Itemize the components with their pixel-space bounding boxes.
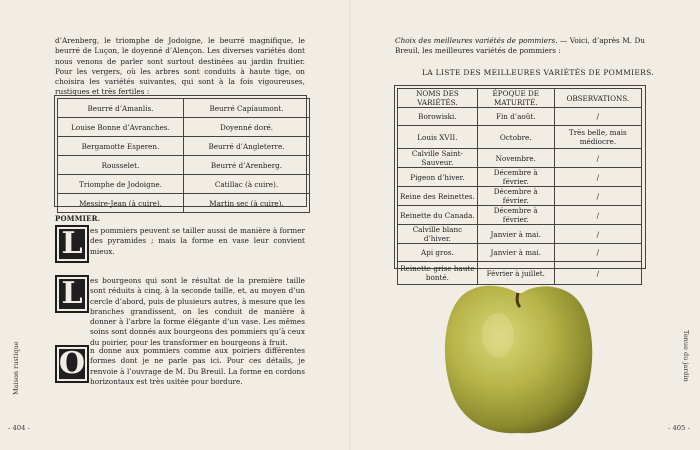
left-page-number: - 404 - [8,424,30,432]
left-running-head: Maison rustique [12,341,20,395]
apple-table-cell: Pigeon d’hiver. [398,168,478,187]
dropcap-l-2: L [55,275,89,313]
right-page [350,0,700,450]
apple-table-cell: Reinette grise haute bonté. [398,262,478,285]
apple-table-row [398,187,642,206]
dropcap-o: O [55,345,89,383]
pear-table-cell: Beurré d’Angleterre. [184,137,310,156]
pear-table-cell: Beurré d’Amanlis. [58,99,184,118]
pear-table-cell: Louise Bonne d’Avranches. [58,118,184,137]
apple-table-row [398,126,642,149]
dropcap-l-1: L [55,225,89,263]
apple-table-row [398,168,642,187]
apple-table-cell: / [554,244,641,262]
apple-table-cell: Api gros. [398,244,478,262]
paragraph-2: es bourgeons qui sont le résultat de la première taille sont réduits à cinq, à la seconde taille, et, au moyen d’un cercle d’abord, puis de plusieurs autres, à mesure que les branches grandissent, on les conduit de manière à donner à l’arbre la forme élégante d’un vase. Les mêmes soins sont donnés aux bourgeons des pommiers qu’à ceux du poirier, pour les transformer en bourgeons à fruit. [90,276,305,347]
apple-table-cell: Février à juillet. [477,262,554,285]
apple-table-cell: Fin d’août. [477,108,554,126]
apple-table-cell: Calville blanc d’hiver. [398,225,478,244]
intro-rest: — Voici, d’après M. Du Breuil, les meilleures variétés de pommiers : [395,36,645,56]
apple-table-cell: Calville Saint-Sauveur. [398,149,478,168]
apple-table-cell: Décembre à février. [477,206,554,225]
apple-table-cell: Décembre à février. [477,168,554,187]
apple-table-cell: Très belle, mais médiocre. [554,126,641,149]
pear-varieties-table [57,98,310,213]
right-running-head: Tenue du jardin [682,330,690,382]
pear-table-row [58,175,310,194]
apple-table-cell: / [554,225,641,244]
paragraph-3: n donne aux pommiers comme aux poiriers différentes formes dont je ne parle pas ici. Pour ces détails, je renvoie à l’ouvrage de M. Du Breuil. La forme en cordons horizontaux est très usitée pour bordure. [90,346,305,386]
apple-table-cell: Louis XVII. [398,126,478,149]
apple-table-cell: / [554,262,641,285]
pear-table-row [58,99,310,118]
apple-table-cell: / [554,108,641,126]
pear-table-cell: Doyenné doré. [184,118,310,137]
intro-italic: Choix des meilleures variétés de pommiers. [395,36,558,45]
paragraph-2-start [90,276,305,348]
paragraph-1: es pommiers peuvent se tailler aussi de manière à former des pyramides ; mais la forme en vase leur convient mieux. [90,226,305,256]
pear-table-cell: Catillac (à cuire). [184,175,310,194]
right-page-number: - 405 - [668,424,690,432]
apple-table-cell: / [554,206,641,225]
apple-table-row [398,244,642,262]
apple-illustration [440,275,600,440]
apple-table-cell: / [554,187,641,206]
pear-table-row [58,118,310,137]
pear-table-cell: Beurré Capiaumont. [184,99,310,118]
apple-table-row [398,149,642,168]
pear-table-row [58,137,310,156]
pear-table-cell: Martin sec (à cuire). [184,194,310,213]
apple-table-cell: Reinette du Canada. [398,206,478,225]
apple-table-cell: Janvier à mai. [477,225,554,244]
apple-table-cell: / [554,168,641,187]
apple-table-cell: Octobre. [477,126,554,149]
pear-table-row [58,156,310,175]
pear-table-cell: Beurré d’Arenberg. [184,156,310,175]
apple-varieties-table [397,88,642,285]
pear-table-cell: Triomphe de Jodoigne. [58,175,184,194]
pear-table-cell: Messire-Jean (à cuire). [58,194,184,213]
pear-table-row [58,194,310,213]
apple-table-cell: Reine des Reinettes. [398,187,478,206]
apple-table-header: OBSERVATIONS. [554,89,641,108]
apple-table-row [398,225,642,244]
apple-table-cell: Janvier à mai. [477,244,554,262]
apple-table-row [398,206,642,225]
intro-paragraph: d’Arenberg, le triomphe de Jodoigne, le beurré magnifique, le beurré de Luçon, le doyenné d’Alençon. Les diverses variétés dont nous venons de parler sont surtout destinées au jardin fruitier. Pour les vergers, où les arbres sont conduits à haute tige, on choisira les variétés suivantes, qui sont à la fois vigoureuses, rustiques et très fertiles : [55,36,305,97]
apple-table-cell: / [554,149,641,168]
right-intro [395,36,645,57]
apple-table-title: LA LISTE DES MEILLEURES VARIÉTÉS DE POMMIERS. [422,68,654,77]
apple-table-header: ÉPOQUE DE MATURITÉ. [477,89,554,108]
apple-table-cell: Novembre. [477,149,554,168]
pear-table-cell: Bergamotte Esperen. [58,137,184,156]
apple-table-header: NOMS DES VARIÉTÉS. [398,89,478,108]
apple-table-row [398,108,642,126]
pear-table-cell: Rousselet. [58,156,184,175]
section-heading: POMMIER. [55,214,101,223]
apple-table-cell: Borowiski. [398,108,478,126]
apple-table-cell: Décembre à février. [477,187,554,206]
